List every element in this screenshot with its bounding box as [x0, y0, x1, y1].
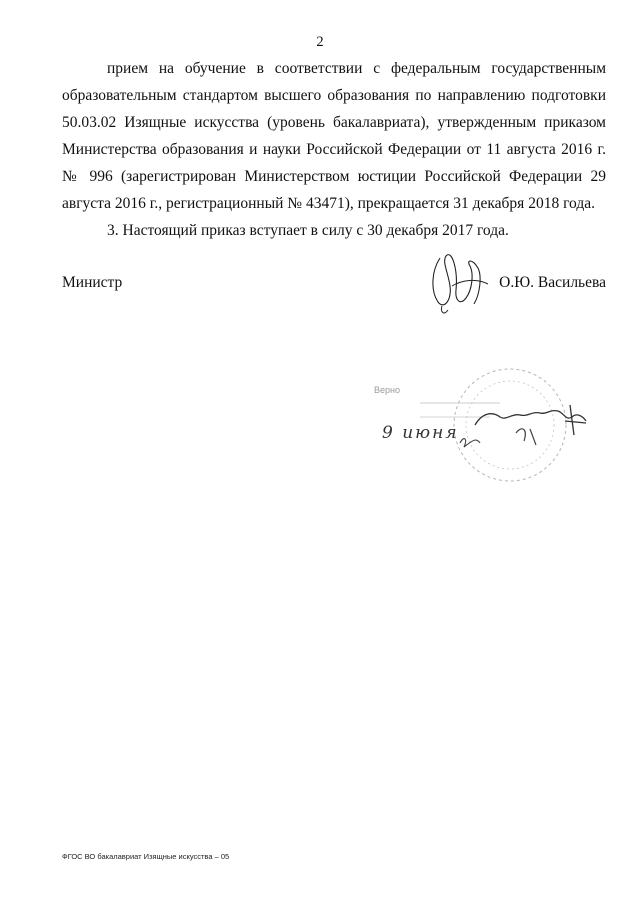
- signer-name: О.Ю. Васильева: [499, 274, 606, 291]
- copy-certified-label: Верно: [374, 385, 400, 395]
- paragraph-effective-date: 3. Настоящий приказ вступает в силу с 30 декабря 2017 года.: [107, 222, 509, 239]
- certification-block: [360, 365, 600, 495]
- paragraph-continuation: прием на обучение в соответствии с федеральным государственным образовательным стандартом высшего образования по направлению подготовки 50.03.02 Изящные искусства (уровень бакалавриата), утвержденным приказом Министерства образования и науки Российской Федерации от 11 августа 2016 г. № 996 (зарегистрирован Министерством юстиции Российской Федерации 29 августа 2016 г., регистрационный № 43471), прекращается 31 декабря 2018 года.: [62, 60, 606, 212]
- handwritten-signature: [422, 250, 502, 320]
- body-text: [62, 55, 606, 244]
- signer-position: Министр: [62, 274, 123, 291]
- handwritten-date: 9 июня: [382, 423, 459, 443]
- page-number: 2: [316, 34, 324, 50]
- footer-code: ФГОС ВО бакалавриат Изящные искусства – 05: [62, 852, 230, 861]
- signature-row: [62, 274, 606, 298]
